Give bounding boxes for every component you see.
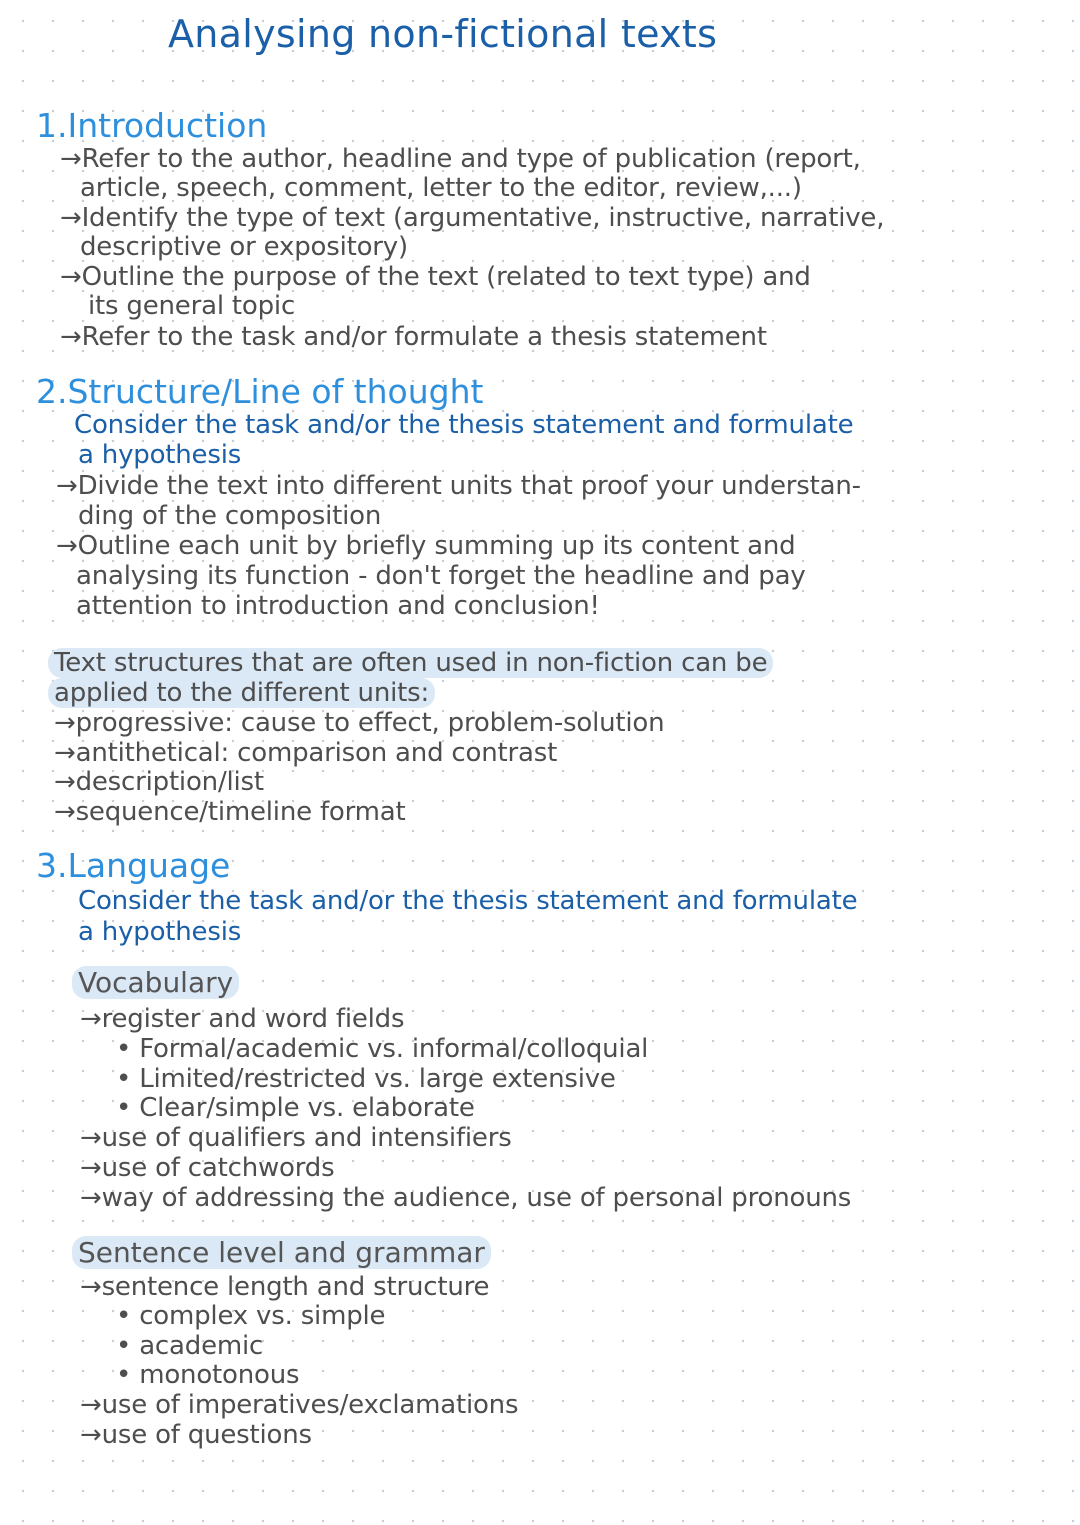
language-intro-1: Consider the task and/or the thesis statement and formulate [78,886,858,916]
structure-line-2: ding of the composition [78,501,382,531]
vocab-line-2: • Formal/academic vs. informal/colloquial [116,1034,649,1064]
structure-type-1: →progressive: cause to effect, problem-solution [54,708,665,738]
structure-intro-2: a hypothesis [78,440,242,470]
structure-line-4: analysing its function - don't forget the headline and pay [76,561,806,591]
structure-line-5: attention to introduction and conclusion! [76,591,600,621]
sentence-line-4: • monotonous [116,1360,300,1390]
structure-type-4: →sequence/timeline format [54,797,406,827]
vocab-line-3: • Limited/restricted vs. large extensive [116,1064,616,1094]
vocab-line-1: →register and word fields [80,1004,405,1034]
sentence-line-2: • complex vs. simple [116,1301,386,1331]
vocab-line-5: →use of qualifiers and intensifiers [80,1123,512,1153]
structures-highlight-1: Text structures that are often used in non-fiction can be [48,648,773,678]
structure-intro-1: Consider the task and/or the thesis statement and formulate [74,410,854,440]
heading-structure: 2.Structure/Line of thought [36,372,484,411]
intro-line-2: article, speech, comment, letter to the editor, review,...) [80,173,802,203]
intro-line-7: →Refer to the task and/or formulate a thesis statement [60,322,767,352]
intro-line-4: descriptive or expository) [80,232,408,262]
heading-introduction: 1.Introduction [36,106,268,145]
vocabulary-title: Vocabulary [72,966,239,999]
intro-line-1: →Refer to the author, headline and type of publication (report, [60,144,861,174]
page-title: Analysing non-fictional texts [168,12,718,56]
vocab-line-6: →use of catchwords [80,1153,335,1183]
sentence-line-3: • academic [116,1331,264,1361]
heading-language: 3.Language [36,846,231,885]
intro-line-6: its general topic [88,291,296,321]
sentence-level-title: Sentence level and grammar [72,1236,491,1269]
structure-type-2: →antithetical: comparison and contrast [54,738,558,768]
structure-line-3: →Outline each unit by briefly summing up its content and [56,531,796,561]
vocab-line-7: →way of addressing the audience, use of personal pronouns [80,1183,852,1213]
structure-type-3: →description/list [54,767,264,797]
intro-line-3: →Identify the type of text (argumentative, instructive, narrative, [60,203,885,233]
sentence-line-6: →use of questions [80,1420,312,1450]
structures-highlight-2: applied to the different units: [48,678,435,708]
structure-line-1: →Divide the text into different units that proof your understan- [56,471,861,501]
intro-line-5: →Outline the purpose of the text (related to text type) and [60,262,811,292]
language-intro-2: a hypothesis [78,917,242,947]
vocab-line-4: • Clear/simple vs. elaborate [116,1093,475,1123]
sentence-line-1: →sentence length and structure [80,1272,490,1302]
sentence-line-5: →use of imperatives/exclamations [80,1390,519,1420]
